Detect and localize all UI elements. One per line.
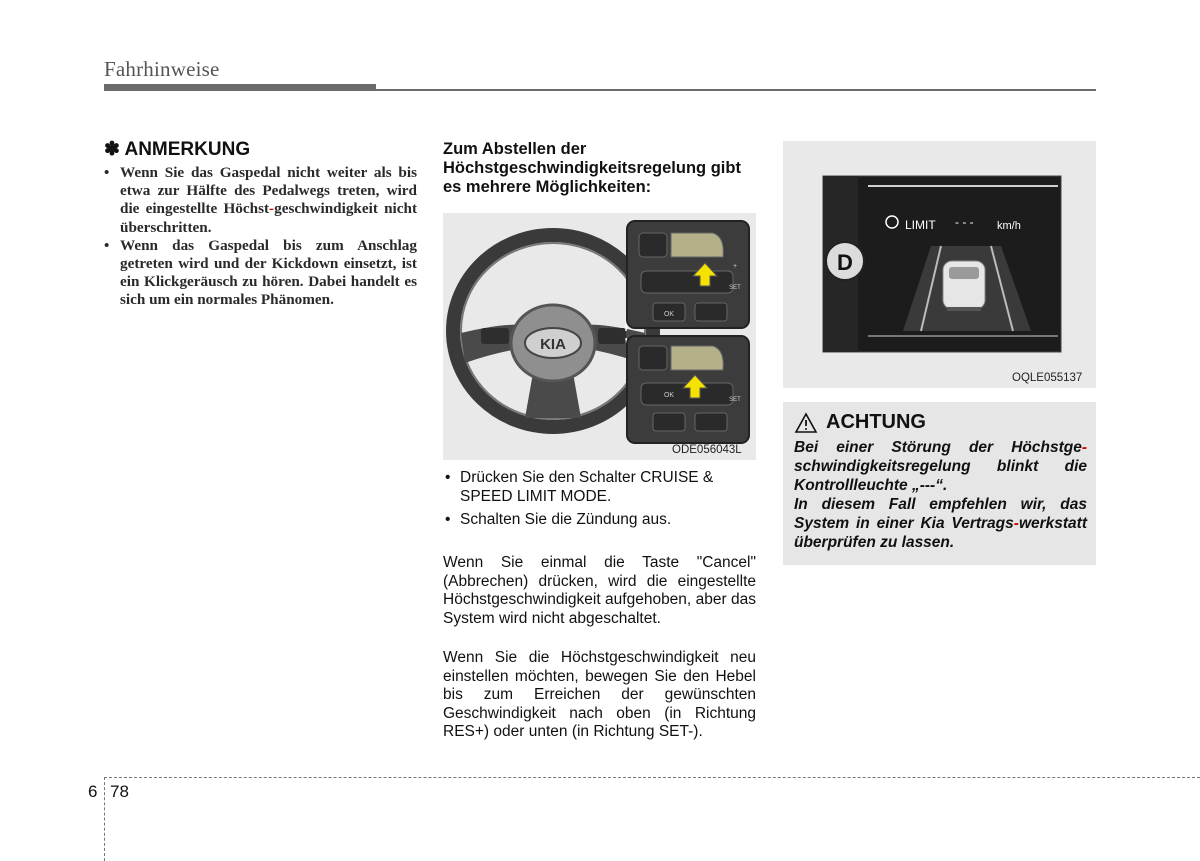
paragraph: Wenn Sie die Höchstgeschwindigkeit neu einstellen möchten, bewegen Sie den Hebel bis zum Erreichen der gewünschten Geschwindigkeit nach oben (in Richtung RES+) oder unten (in Richtung SET-). [443, 649, 756, 741]
page-number: 78 [110, 782, 129, 801]
figure-code: OQLE055137 [1012, 372, 1083, 384]
svg-text:OK: OK [663, 311, 675, 318]
section-heading: Zum Abstellen der Höchstgeschwindigkeitsregelung gibt es mehrere Möglichkeiten: [443, 140, 741, 196]
gear-indicator: D [837, 250, 853, 275]
instrument-cluster-figure [783, 141, 1096, 388]
svg-text:OK: OK [663, 392, 675, 399]
steering-wheel-illustration [443, 213, 756, 460]
paragraph: Wenn Sie einmal die Taste "Cancel" (Abbrechen) drücken, wird die eingestellte Höchstgeschwindigkeit aufgehoben, aber das System wird nicht abgeschaltet. [443, 554, 756, 627]
cluster-display-illustration [783, 141, 1096, 388]
brand-logo-text: KIA [540, 336, 566, 353]
svg-text:- - -: - - - [955, 215, 974, 229]
bullet-list [443, 469, 756, 530]
note-heading: ✽ ANMERKUNG [104, 139, 251, 160]
note-list [104, 164, 417, 310]
caution-text: Bei einer Störung der Höchstge-schwindigkeitsregelung blinkt die Kontrollleuchte „---“. In diesem Fall empfehlen wir, das System in einer Kia Vertrags-werkstatt überprüfen zu lassen. [794, 439, 1087, 551]
svg-text:+: + [732, 263, 738, 270]
note-item: • Wenn das Gaspedal bis zum Anschlag getreten wird und der Kickdown einsetzt, ist ein Klickgeräusch zu hören. Dabei handelt es sich um ein normales Phänomen. [104, 236, 417, 309]
note-item: • Wenn Sie das Gaspedal nicht weiter als bis etwa zur Hälfte des Pedalwegs treten, wird die eingestellte Höchst-geschwindigkeit nicht überschritten. [104, 164, 417, 236]
svg-text:SET: SET [729, 397, 741, 403]
footer-divider [104, 777, 105, 861]
svg-text:SET: SET [729, 285, 741, 291]
chapter-number: 6 [88, 782, 98, 801]
header-rule [104, 89, 1096, 91]
list-item: • Drücken Sie den Schalter CRUISE & SPEED LIMIT MODE. [445, 469, 714, 505]
svg-text:km/h: km/h [997, 220, 1021, 232]
caution-title: ACHTUNG [826, 411, 926, 433]
warning-triangle-icon [794, 412, 818, 434]
list-item: • Schalten Sie die Zündung aus. [445, 511, 672, 528]
page-section-title: Fahrhinweise [104, 57, 220, 81]
figure-code: ODE056043L [672, 444, 742, 456]
footer-rule [104, 777, 1200, 778]
steering-wheel-figure [443, 213, 756, 460]
svg-text:LIMIT: LIMIT [905, 218, 936, 232]
